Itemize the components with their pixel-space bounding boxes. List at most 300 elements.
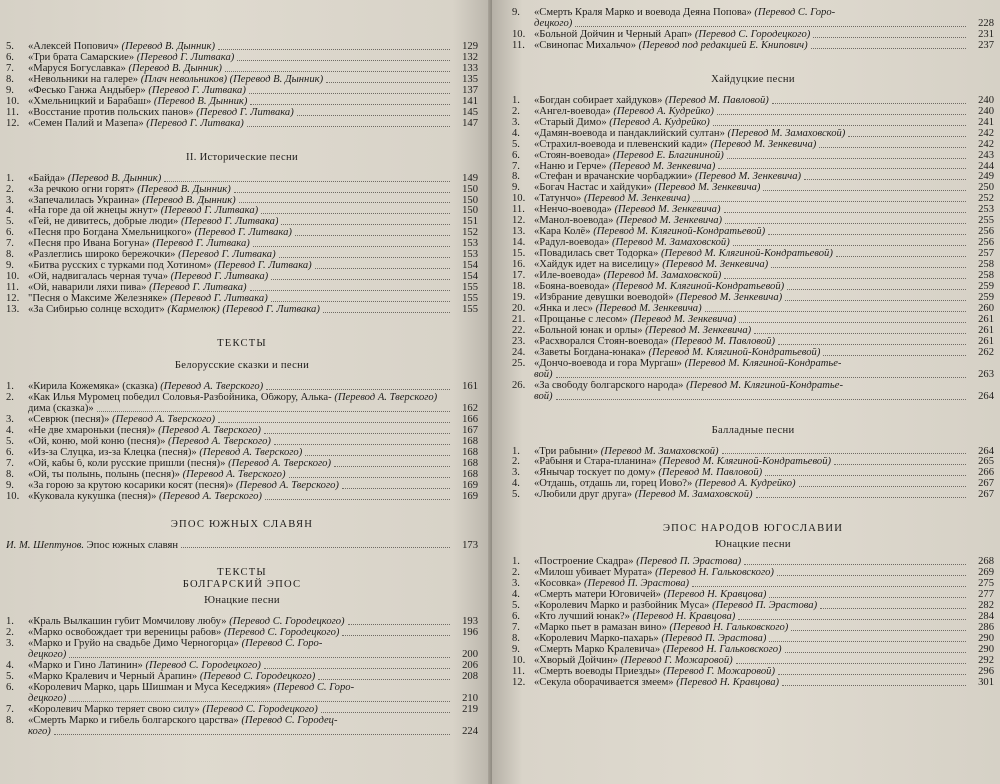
entry-page: 206 — [462, 660, 478, 672]
entry-page: 155 — [462, 293, 478, 305]
entry-title: «За горою за крутою косарики косят (песня)» — [28, 480, 234, 491]
entry-line — [512, 557, 994, 568]
entry-number: 6. — [6, 227, 14, 239]
entry-line — [6, 53, 478, 64]
entry-number: 11. — [6, 282, 19, 294]
entry-page: 284 — [978, 611, 994, 623]
dot-leader — [318, 679, 450, 680]
entry-number: 21. — [512, 313, 526, 325]
entry-line — [512, 590, 994, 601]
toc-entry — [512, 183, 994, 194]
dot-leader — [813, 37, 966, 38]
entry-title: «Марко пьет в рамазан вино» — [534, 622, 667, 633]
entry-translator: (Перевод С. Городец- — [241, 716, 338, 727]
entry-page: 168 — [462, 435, 478, 447]
toc-entry — [6, 185, 478, 196]
toc-entry — [512, 634, 994, 645]
entry-page: 166 — [462, 413, 478, 425]
entry-number: 4. — [6, 424, 14, 436]
toc-entry — [6, 382, 478, 393]
dot-leader — [266, 389, 450, 390]
entry-number: 11. — [512, 665, 525, 677]
dot-leader — [264, 668, 450, 669]
dot-leader — [724, 278, 966, 279]
entry-translator: (Перевод М. Зенкевича) — [614, 205, 721, 216]
entry-text — [28, 86, 246, 97]
toc-entry — [6, 119, 478, 130]
dot-leader — [736, 663, 966, 664]
entry-translator: (Перевод М. Клягиной-Кондратьевой) — [660, 249, 833, 260]
right-page — [492, 0, 1000, 784]
entry-number: 10. — [6, 95, 20, 107]
entry-page: 141 — [462, 95, 478, 107]
entry-text — [28, 628, 339, 639]
entry-text — [28, 481, 339, 492]
entry-title: «Татунчо» — [534, 194, 582, 205]
entry-title: «Иле-воевода» — [534, 271, 601, 282]
entry-page: 261 — [978, 335, 994, 347]
toc-entry — [6, 42, 478, 53]
entry-line — [6, 185, 478, 196]
entry-title: «На горе да ой жнецы жнут» — [28, 206, 159, 217]
entry-title: «За свободу болгарского народа» — [534, 380, 684, 391]
entry-translator: (Перевод С. Городецкого) — [694, 29, 811, 40]
toc-entry — [6, 64, 478, 75]
toc-entry — [512, 238, 994, 249]
toc-group — [512, 447, 994, 502]
entry-translator: (Плач невольников) (Перевод В. Дынник) — [140, 74, 324, 85]
dot-leader — [279, 257, 450, 258]
dot-leader — [724, 212, 967, 213]
entry-title: «Хайдук идет на виселицу» — [534, 260, 660, 271]
toc-entry — [512, 162, 994, 173]
entry-number: 12. — [512, 215, 526, 227]
entry-page: 256 — [978, 237, 994, 249]
entry-line — [6, 97, 478, 108]
toc-group — [6, 42, 478, 130]
entry-title: «Янычар тоскует по дому» — [534, 468, 656, 479]
entry-translator: (Перевод А. Кудрейко) — [609, 117, 710, 128]
dot-leader — [725, 223, 966, 224]
entry-page: 243 — [978, 149, 994, 161]
entry-line — [512, 568, 994, 579]
entry-page: 145 — [462, 106, 478, 118]
entry-page: 147 — [462, 117, 478, 129]
dot-leader — [763, 190, 966, 191]
entry-page: 196 — [462, 627, 478, 639]
entry-translator: (Перевод А. Тверского) — [236, 480, 339, 491]
entry-page: 241 — [978, 116, 994, 128]
entry-title: «Отдашь, отдашь ли, горец Иово?» — [534, 479, 693, 490]
dot-leader — [225, 71, 450, 72]
dot-leader — [556, 399, 966, 400]
entry-line — [6, 64, 478, 75]
entry-title: «Дончо-воевода и гора Мургаш» — [534, 358, 682, 369]
entry-text — [28, 261, 312, 272]
entry-title: Эпос южных славян — [86, 540, 179, 551]
entry-line — [6, 272, 478, 283]
entry-page: 154 — [462, 260, 478, 272]
section-heading: II. Исторические песни — [186, 151, 298, 163]
toc-entry — [512, 260, 994, 271]
toc-entry — [6, 239, 478, 250]
toc-group — [6, 617, 478, 737]
entry-text — [534, 326, 751, 337]
entry-number: 10. — [512, 28, 526, 40]
entry-line — [6, 206, 478, 217]
toc-entry — [512, 579, 994, 590]
entry-text — [28, 196, 236, 207]
entry-title: «Хмельницкий и Барабаш» — [28, 96, 152, 107]
entry-title: «Богач Настас и хайдуки» — [534, 183, 652, 194]
entry-page: 237 — [978, 39, 994, 51]
entry-text — [534, 468, 762, 479]
dot-leader — [713, 125, 966, 126]
entry-title: «Ой, кабы б, коли русские пришли (песня)» — [28, 458, 226, 469]
entry-text — [534, 41, 808, 52]
entry-text — [534, 590, 766, 601]
entry-translator: (Перевод А. Тверского) — [160, 382, 264, 393]
entry-text — [534, 601, 817, 612]
entry-text — [28, 108, 294, 119]
toc-entry — [512, 249, 994, 260]
toc-group — [512, 8, 994, 52]
dot-leader — [297, 115, 450, 116]
entry-number: 5. — [6, 41, 14, 52]
entry-line — [512, 678, 994, 689]
entry-text — [534, 8, 835, 19]
entry-number: 9. — [512, 643, 520, 655]
dot-leader — [772, 103, 966, 104]
toc-entry — [6, 196, 478, 207]
entry-translator: (Перевод П. Эрастова) — [712, 601, 818, 612]
toc-entry — [6, 617, 478, 628]
entry-number: 22. — [512, 324, 526, 336]
entry-title: «Марко и Гино Латинин» — [28, 661, 143, 672]
dot-leader — [342, 488, 450, 489]
toc-entry — [512, 479, 994, 490]
entry-number: 16. — [512, 259, 526, 271]
entry-text — [534, 667, 775, 678]
entry-translator: (Перевод Г. Литвака) — [180, 217, 279, 228]
entry-page: 290 — [978, 643, 994, 655]
dot-leader — [733, 245, 966, 246]
entry-number: 19. — [512, 291, 526, 303]
entry-title: «Заветы Богдана-юнака» — [534, 347, 646, 358]
entry-translator: (Перевод Г. Можаровой) — [663, 666, 775, 677]
entry-page: 200 — [462, 649, 478, 661]
dot-leader — [765, 475, 966, 476]
entry-page: 132 — [462, 51, 478, 63]
entry-page: 244 — [978, 160, 994, 172]
entry-continuation-text: децкого) — [28, 649, 67, 661]
entry-number: 12. — [6, 117, 20, 129]
toc-entry — [6, 672, 478, 683]
entry-title: «Марко Кралевич и Черный Арапин» — [28, 672, 198, 683]
entry-page: 296 — [978, 665, 994, 677]
entry-translator: (Перевод Н. Кравцова) — [632, 612, 736, 623]
entry-number: 5. — [6, 216, 14, 228]
entry-text — [534, 216, 722, 227]
entry-number: 7. — [512, 621, 520, 633]
dot-leader — [705, 311, 966, 312]
entry-text — [28, 639, 322, 650]
entry-line — [512, 348, 994, 359]
entry-number: 26. — [512, 379, 526, 391]
entry-page: 231 — [978, 28, 994, 40]
entry-line — [6, 75, 478, 86]
entry-line — [512, 447, 994, 458]
left-page — [0, 0, 492, 784]
toc-entry — [6, 628, 478, 639]
entry-translator: (Перевод М. Замаховской) — [727, 128, 846, 139]
dot-leader — [97, 411, 450, 412]
dot-leader — [348, 624, 450, 625]
entry-line — [512, 238, 994, 249]
entry-line — [512, 271, 994, 282]
entry-title: «Семен Палий и Мазепа» — [28, 118, 144, 129]
entry-title: «Ой, наварили ляхи пива» — [28, 283, 147, 294]
entry-title: «Построение Скадра» — [534, 557, 634, 568]
entry-number: 8. — [512, 171, 520, 183]
entry-translator: (Перевод А. Тверского) — [182, 469, 286, 480]
entry-translator: (Перевод А. Тверского) — [334, 392, 438, 403]
entry-translator: (Перевод Г. Литвака) — [160, 206, 259, 217]
entry-text — [534, 568, 774, 579]
entry-line — [6, 492, 478, 503]
toc-entry — [6, 661, 478, 672]
entry-number: 9. — [512, 7, 520, 18]
toc-entry — [6, 272, 478, 283]
entry-title: «Косовка» — [534, 579, 582, 590]
toc-entry — [6, 481, 478, 492]
dot-leader — [218, 49, 450, 50]
entry-page: 150 — [462, 205, 478, 217]
dot-leader — [264, 433, 450, 434]
entry-text — [28, 283, 247, 294]
entry-line — [512, 315, 994, 326]
entry-text — [534, 557, 741, 568]
dot-leader — [250, 290, 450, 291]
entry-text — [534, 183, 760, 194]
entry-text — [534, 623, 788, 634]
entry-page: 149 — [462, 172, 478, 184]
entry-text — [534, 447, 719, 458]
entry-continuation-text: децкого) — [28, 693, 67, 705]
entry-line — [6, 628, 478, 639]
entry-text — [28, 437, 271, 448]
entry-title: «Страхил-воевода и плевенский кади» — [534, 139, 708, 150]
entry-page: 150 — [462, 194, 478, 206]
entry-title: «Свинопас Михальчо» — [534, 40, 636, 51]
entry-page: 219 — [462, 704, 478, 716]
entry-translator: (Перевод В. Дынник) — [67, 173, 162, 184]
dot-leader — [249, 93, 450, 94]
entry-page: 260 — [978, 302, 994, 314]
entry-page: 161 — [462, 381, 478, 393]
toc-entry — [6, 541, 478, 552]
dot-leader — [848, 136, 966, 137]
entry-text — [534, 457, 831, 468]
entry-translator: (Перевод Г. Литвака) — [136, 52, 235, 63]
entry-text — [534, 612, 735, 623]
entry-line — [512, 118, 994, 129]
entry-number: 2. — [512, 105, 520, 117]
entry-text — [28, 661, 261, 672]
dot-leader — [54, 734, 450, 735]
dot-leader — [722, 453, 966, 454]
entry-number: 4. — [6, 660, 14, 672]
entry-page: 261 — [978, 313, 994, 325]
entry-page: 240 — [978, 105, 994, 117]
entry-translator: (Перевод С. Городецкого) — [224, 628, 340, 639]
entry-title: «Восстание против польских панов» — [28, 107, 194, 118]
dot-leader — [265, 499, 450, 500]
dot-leader — [727, 158, 966, 159]
entry-text — [534, 162, 715, 173]
entry-translator: (Перевод М. Зенкевича) — [645, 325, 752, 336]
entry-page: 169 — [462, 490, 478, 502]
entry-line — [6, 426, 478, 437]
toc-entry — [512, 8, 994, 30]
entry-line — [6, 415, 478, 426]
entry-title: «Песня про Богдана Хмельницкого» — [28, 228, 192, 239]
entry-line — [6, 119, 478, 130]
entry-text — [28, 492, 262, 503]
entry-line — [512, 205, 994, 216]
entry-title: «Гей, не дивитесь, добрые люди» — [28, 217, 179, 228]
entry-text — [534, 172, 801, 183]
entry-number: 4. — [512, 589, 520, 601]
entry-number: 18. — [512, 281, 526, 293]
entry-line — [6, 705, 478, 716]
toc-entry — [512, 129, 994, 140]
entry-page: 263 — [978, 368, 994, 380]
entry-page: 258 — [978, 259, 994, 271]
dot-leader — [787, 289, 966, 290]
entry-title: «Дамян-воевода и пандаклийский султан» — [534, 128, 725, 139]
entry-page: 129 — [462, 41, 478, 52]
dot-leader — [271, 301, 450, 302]
entry-line — [512, 381, 994, 392]
entry-page: 290 — [978, 632, 994, 644]
toc-entry — [512, 359, 994, 381]
entry-number: 15. — [512, 248, 526, 260]
entry-page: 256 — [978, 226, 994, 238]
section-heading: ТЕКСТЫ — [217, 338, 267, 350]
entry-title: «Королевич Марко и разбойник Муса» — [534, 601, 710, 612]
entry-number: 11. — [6, 106, 19, 118]
entry-translator: (Перевод М. Клягиной-Кондратьевой) — [612, 282, 785, 293]
entry-number: 4. — [6, 205, 14, 217]
entry-translator: (Перевод В. Дынник) — [137, 184, 231, 195]
entry-number: 1. — [512, 94, 520, 106]
entry-continuation-text: вой) — [534, 368, 553, 380]
entry-text — [28, 617, 345, 628]
entry-continuation-text: кого) — [28, 725, 51, 737]
entry-text — [534, 293, 782, 304]
toc-entry — [6, 705, 478, 716]
dot-leader — [334, 466, 450, 467]
entry-page: 269 — [978, 567, 994, 579]
dot-leader — [326, 82, 450, 83]
entry-number: 11. — [512, 204, 525, 216]
entry-translator: (Перевод Н. Гальковского) — [655, 568, 774, 579]
entry-line — [512, 249, 994, 260]
section-heading: Юнацкие песни — [715, 539, 791, 551]
entry-translator: (Перевод А. Кудрейко) — [694, 479, 796, 490]
dot-leader — [738, 619, 966, 620]
entry-text — [28, 42, 215, 53]
entry-title: «Старый Димо» — [534, 117, 607, 128]
toc-entry — [512, 293, 994, 304]
entry-translator: (Перевод М. Зенкевича) — [662, 260, 769, 271]
entry-number: 20. — [512, 302, 526, 314]
entry-line — [6, 716, 478, 727]
entry-title: "Песня о Максиме Железняке» — [28, 294, 168, 305]
entry-number: 13. — [512, 226, 526, 238]
toc-entry — [512, 623, 994, 634]
entry-line — [512, 172, 994, 183]
entry-text — [534, 678, 779, 689]
dot-leader — [739, 322, 966, 323]
entry-author: И. М. Шептунов. — [6, 540, 85, 551]
toc-entry — [6, 75, 478, 86]
entry-page: 153 — [462, 249, 478, 261]
section-heading: ТЕКСТЫ — [217, 567, 267, 579]
toc-entry — [6, 437, 478, 448]
entry-continuation-text: децкого) — [534, 17, 573, 29]
entry-number: 3. — [6, 413, 14, 425]
entry-line — [512, 227, 994, 238]
entry-text — [28, 97, 247, 108]
entry-translator: (Перевод Г. Литвака) — [152, 239, 250, 250]
entry-number: 6. — [512, 611, 520, 623]
entry-title: «Песня про Ивана Богуна» — [28, 239, 150, 250]
dot-leader — [342, 635, 450, 636]
entry-continuation — [6, 727, 478, 738]
toc-entry — [6, 415, 478, 426]
entry-text — [534, 151, 724, 162]
entry-line — [512, 601, 994, 612]
entry-text — [534, 129, 845, 140]
entry-translator: (Перевод С. Горо- — [241, 639, 323, 650]
toc-entry — [6, 108, 478, 119]
entry-line — [512, 623, 994, 634]
dot-leader — [718, 168, 966, 169]
entry-continuation-text: дима (сказка)» — [28, 402, 94, 414]
dot-leader — [239, 202, 450, 203]
entry-text — [534, 359, 841, 370]
entry-page: 168 — [462, 457, 478, 469]
entry-number: 3. — [6, 638, 14, 650]
toc-entry — [6, 683, 478, 705]
dot-leader — [253, 246, 450, 247]
entry-page: 154 — [462, 271, 478, 283]
entry-text — [28, 683, 354, 694]
entry-line — [6, 481, 478, 492]
toc-entry — [512, 271, 994, 282]
entry-page: 266 — [978, 467, 994, 479]
entry-translator: (Перевод М. Зенкевича) — [710, 139, 817, 150]
toc-entry — [512, 194, 994, 205]
entry-number: 4. — [512, 478, 520, 490]
entry-title: «Кирила Кожемяка» (сказка) — [28, 382, 158, 393]
toc-entry — [512, 557, 994, 568]
entry-page: 262 — [978, 346, 994, 358]
entry-line — [512, 304, 994, 315]
entry-text — [28, 206, 258, 217]
